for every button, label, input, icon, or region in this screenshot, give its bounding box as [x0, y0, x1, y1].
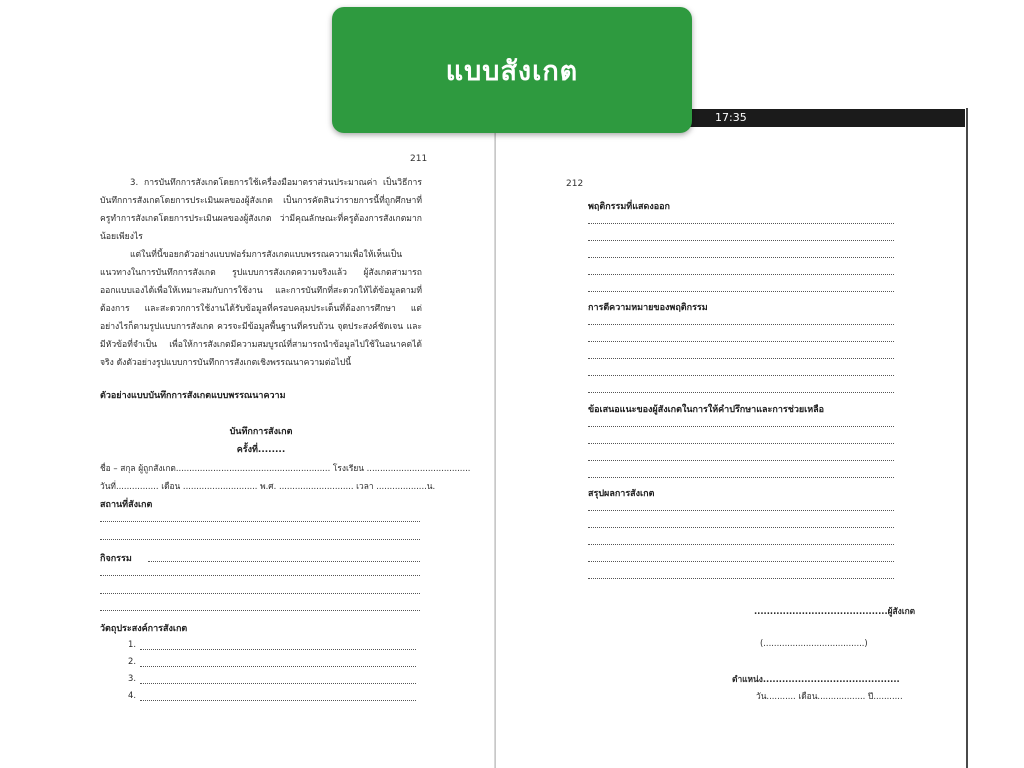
dotted-line	[100, 575, 420, 576]
place-heading: สถานที่สังเกต	[100, 500, 153, 510]
dotted-line	[588, 291, 894, 292]
page-number: 211	[410, 154, 428, 164]
dotted-line	[588, 392, 894, 393]
objective-number: 1.	[128, 639, 136, 649]
right-page	[495, 108, 968, 768]
objective-number: 4.	[128, 690, 136, 700]
dotted-line	[100, 539, 420, 540]
dotted-line	[588, 544, 894, 545]
dotted-line	[140, 700, 416, 701]
left-page	[8, 108, 495, 768]
dotted-line	[588, 578, 894, 579]
dotted-line	[588, 477, 894, 478]
status-time: 17:35	[715, 111, 747, 124]
dotted-line	[588, 257, 894, 258]
dotted-line	[140, 649, 416, 650]
dotted-line	[100, 593, 420, 594]
dotted-line	[588, 426, 894, 427]
name-line: ชื่อ – สกุล ผู้ถูกสังเกต.......................................................... โรงเรียน .......................................	[100, 463, 471, 473]
dotted-line	[588, 341, 894, 342]
observer-name-parenthesis: (......................................)	[760, 638, 868, 648]
interpretation-heading: การตีความหมายของพฤติกรรม	[588, 303, 708, 313]
dotted-line	[588, 460, 894, 461]
dotted-line	[100, 610, 420, 611]
title-banner	[332, 7, 692, 133]
dotted-line	[588, 443, 894, 444]
dotted-line	[588, 375, 894, 376]
observer-signature-line: ..........................................ผู้สังเกต	[754, 606, 916, 616]
dotted-line	[588, 240, 894, 241]
dotted-line	[140, 666, 416, 667]
dotted-line	[588, 561, 894, 562]
example-heading: ตัวอย่างแบบบันทึกการสังเกตแบบพรรณนาความ	[100, 391, 286, 401]
objective-heading: วัตถุประสงค์การสังเกต	[100, 624, 188, 634]
objective-number: 3.	[128, 673, 136, 683]
behavior-heading: พฤติกรรมที่แสดงออก	[588, 202, 671, 212]
page-number: 212	[566, 179, 584, 189]
dotted-line	[148, 561, 420, 562]
objective-number: 2.	[128, 656, 136, 666]
dotted-line	[140, 683, 416, 684]
form-subtitle: ครั้งที่........	[236, 445, 286, 455]
dotted-line	[588, 527, 894, 528]
dotted-line	[588, 274, 894, 275]
dotted-line	[588, 223, 894, 224]
suggestion-heading: ข้อเสนอแนะของผู้สังเกตในการให้คำปรึกษาและการช่วยเหลือ	[588, 405, 825, 415]
summary-heading: สรุปผลการสังเกต	[588, 489, 655, 499]
paragraph-2: แต่ในที่นี้ขอยกตัวอย่างแบบฟอร์มการสังเกตแบบพรรณความเพื่อให้เห็นเป็นแนวทางในการบันทึกการสังเกต รูปแบบการสังเกตความจริงแล้ว ผู้สังเกตสามารถออกแบบเองได้เพื่อให้เหมาะสมกับการใช้งาน และการบันทึกที่สะดวกให้ได้ข้อมูลตามที่ต้องการ และสะดวกการใช้งานได้รับข้อมูลที่ครอบคลุมประเด็นที่ต้องการศึกษา แต่อย่างไรก็ตามรูปแบบการสังเกต ควรจะมีข้อมูลพื้นฐานที่ครบถ้วน จุดประสงค์ชัดเจน และมีหัวข้อที่จำเป็น เพื่อให้การสังเกตมีความสมบูรณ์ที่สามารถนำข้อมูลไปใช้ในอนาคตได้จริง ดังตัวอย่างรูปแบบการบันทึกการสังเกตเชิงพรรณนาความต่อไปนี้	[100, 250, 422, 368]
dotted-line	[100, 521, 420, 522]
signature-date-line: วัน........... เดือน.................. ปี...........	[756, 691, 903, 701]
dotted-line	[588, 510, 894, 511]
banner-title: แบบสังเกต	[445, 55, 579, 87]
dotted-line	[588, 358, 894, 359]
date-line: วันที่................ เดือน ............................ พ.ศ. ............................ เวลา ...................น.	[100, 481, 436, 491]
dotted-line	[588, 324, 894, 325]
paragraph-block	[100, 174, 422, 372]
activity-heading: กิจกรรม	[100, 554, 132, 564]
form-title: บันทึกการสังเกต	[229, 427, 293, 437]
position-line: ตำแหน่ง...........................................	[732, 674, 900, 684]
paragraph-1: 3. การบันทึกการสังเกตโดยการใช้เครื่องมือมาตราส่วนประมาณค่า เป็นวิธีการบันทึกการสังเกตโดยการประเมินผลของผู้สังเกต เป็นการคัดสินว่ารายการนี้ที่ถูกศึกษาที่ครูทำการสังเกตโดยการประเมินผลของผู้สังเกต ว่ามีคุณลักษณะที่ครูต้องการสังเกตมากน้อยเพียงไร	[100, 178, 422, 242]
